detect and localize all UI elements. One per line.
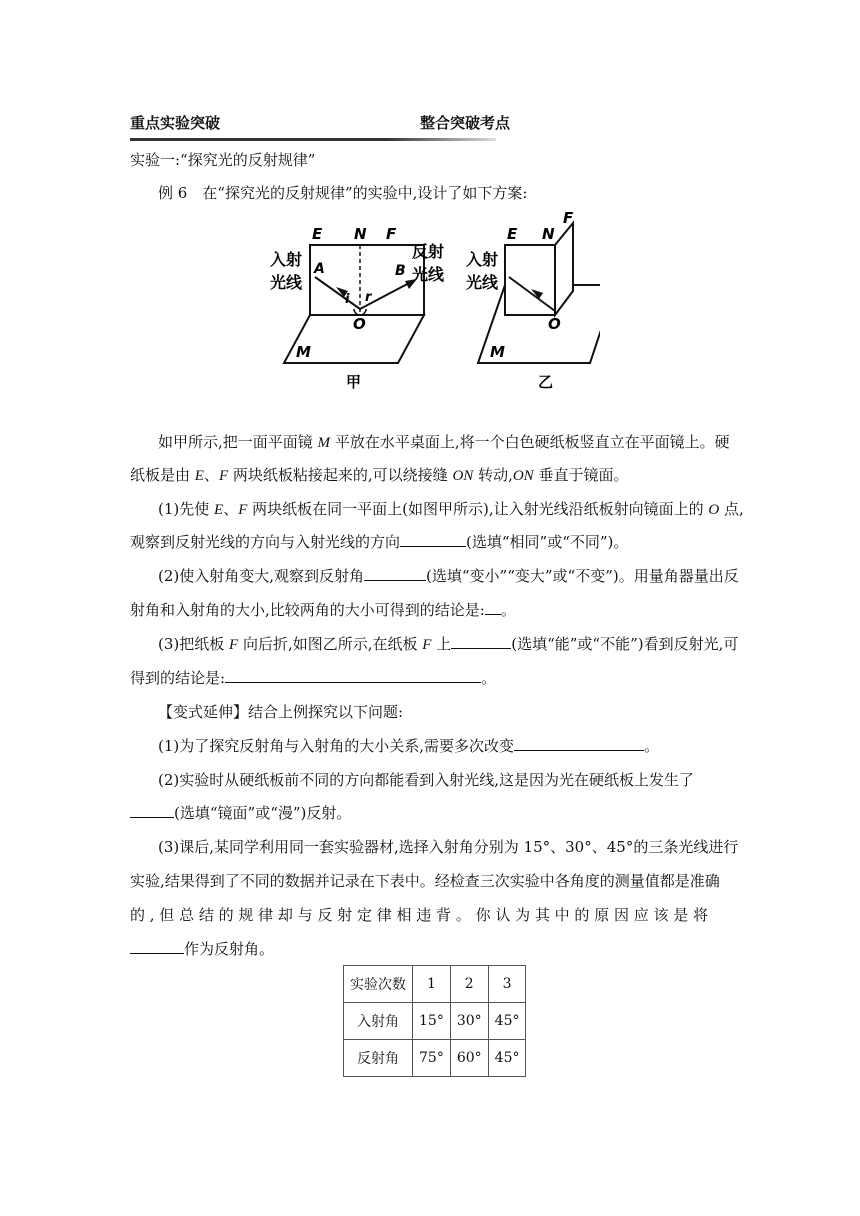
q1-line1: (1)先使 E、F 两块纸板在同一平面上(如图甲所示),让入射光线沿纸板射向镜面上的 O 点, bbox=[158, 500, 744, 518]
q3-line2: 得到的结论是: 。 bbox=[130, 669, 497, 687]
label-i-jia: i bbox=[345, 292, 350, 307]
variant-q1-blank[interactable] bbox=[514, 736, 644, 751]
label-E-jia: E bbox=[312, 225, 323, 243]
reflected-label-1-jia: 反射 bbox=[412, 242, 445, 261]
table-cell: 75° bbox=[413, 1040, 451, 1077]
paper-board-F-yi bbox=[555, 223, 573, 315]
table-header-row bbox=[344, 966, 526, 1003]
q2-line1: (2)使入射角变大,观察到反射角 (选填“变小”“变大”或“不变”)。用量角器量出反 bbox=[158, 567, 739, 585]
para1-line1: 如甲所示,把一面平面镜 M 平放在水平桌面上,将一个白色硬纸板竖直立在平面镜上。硬 bbox=[158, 433, 730, 451]
experiment-title: 实验一:“探究光的反射规律” bbox=[130, 151, 316, 169]
header-rule bbox=[130, 138, 496, 141]
example-intro: 例 6 在“探究光的反射规律”的实验中,设计了如下方案: bbox=[158, 184, 528, 202]
table-header-cell: 1 bbox=[413, 966, 451, 1003]
variant-q3-line3: 的 , 但 总 结 的 规 律 却 与 反 射 定 律 相 违 背 。 你 认 为 其 中 的 原 因 应 该 是 将 bbox=[130, 906, 709, 924]
q2-answer-blank-2[interactable] bbox=[485, 600, 501, 615]
label-O-yi: O bbox=[548, 315, 561, 333]
label-F-jia: F bbox=[386, 225, 397, 243]
label-M-yi: M bbox=[490, 343, 505, 361]
table-header-cell: 2 bbox=[450, 966, 488, 1003]
label-r-jia: r bbox=[365, 290, 372, 305]
incident-label-2-yi: 光线 bbox=[466, 273, 499, 292]
table-cell: 60° bbox=[450, 1040, 488, 1077]
figure-yi bbox=[466, 209, 600, 391]
q1-answer-blank[interactable] bbox=[400, 532, 466, 547]
q3-answer-blank-1[interactable] bbox=[451, 634, 511, 649]
q3-answer-blank-2[interactable] bbox=[225, 668, 481, 683]
reflection-figure bbox=[260, 205, 600, 395]
variant-q2-line1: (2)实验时从硬纸板前不同的方向都能看到入射光线,这是因为光在硬纸板上发生了 bbox=[158, 771, 695, 789]
table-row bbox=[344, 1040, 526, 1077]
caption-yi: 乙 bbox=[538, 373, 554, 391]
variant-q3-line1: (3)课后,某同学利用同一套实验器材,选择入射角分别为 15°、30°、45°的三条光线进行 bbox=[158, 838, 739, 856]
table-header-cell: 实验次数 bbox=[344, 966, 413, 1003]
table-cell: 反射角 bbox=[344, 1040, 413, 1077]
variant-q3-blank[interactable] bbox=[130, 939, 184, 954]
table-header-cell: 3 bbox=[488, 966, 526, 1003]
q2-answer-blank-1[interactable] bbox=[364, 566, 426, 581]
label-O-jia: O bbox=[353, 315, 366, 333]
variant-q2-line2: (选填“镜面”或“漫”)反射。 bbox=[130, 803, 351, 823]
label-A-jia: A bbox=[314, 261, 325, 277]
variant-q3-line2: 实验,结果得到了不同的数据并记录在下表中。经检查三次实验中各角度的测量值都是准确 bbox=[130, 872, 720, 890]
caption-jia: 甲 bbox=[346, 373, 362, 391]
variant-q1: (1)为了探究反射角与入射角的大小关系,需要多次改变 。 bbox=[158, 737, 660, 755]
label-B-jia: B bbox=[395, 263, 406, 279]
incident-label-1-yi: 入射 bbox=[466, 250, 499, 269]
label-M-jia: M bbox=[296, 343, 311, 361]
table-cell: 入射角 bbox=[344, 1003, 413, 1040]
label-F-yi: F bbox=[563, 209, 574, 227]
incident-label-2-jia: 光线 bbox=[270, 273, 303, 292]
experiment-table bbox=[343, 965, 526, 1077]
q3-line1: (3)把纸板 F 向后折,如图乙所示,在纸板 F 上 (选填“能”或“不能”)看到反射光,可 bbox=[158, 635, 739, 653]
q2-line2: 射角和入射角的大小,比较两角的大小可得到的结论是: 。 bbox=[130, 601, 516, 619]
incident-label-1-jia: 入射 bbox=[270, 250, 303, 269]
variant-title: 【变式延伸】结合上例探究以下问题: bbox=[158, 703, 404, 721]
label-E-yi: E bbox=[507, 225, 518, 243]
header-right: 整合突破考点 bbox=[420, 114, 511, 132]
para1-line2: 纸板是由 E、F 两块纸板粘接起来的,可以绕接缝 ON 转动,ON 垂直于镜面。 bbox=[130, 466, 629, 484]
label-N-jia: N bbox=[354, 225, 367, 243]
table-cell: 45° bbox=[488, 1003, 526, 1040]
figure-jia bbox=[270, 225, 445, 391]
label-N-yi: N bbox=[542, 225, 555, 243]
table-cell: 30° bbox=[450, 1003, 488, 1040]
table-row bbox=[344, 1003, 526, 1040]
q1-line2: 观察到反射光线的方向与入射光线的方向 (选填“相同”或“不同”)。 bbox=[130, 533, 629, 551]
header-left: 重点实验突破 bbox=[130, 114, 221, 132]
table-cell: 45° bbox=[488, 1040, 526, 1077]
variant-q2-blank[interactable] bbox=[130, 803, 174, 818]
variant-q3-line4: 作为反射角。 bbox=[130, 939, 274, 959]
reflected-label-2-jia: 光线 bbox=[412, 265, 445, 284]
table-cell: 15° bbox=[413, 1003, 451, 1040]
